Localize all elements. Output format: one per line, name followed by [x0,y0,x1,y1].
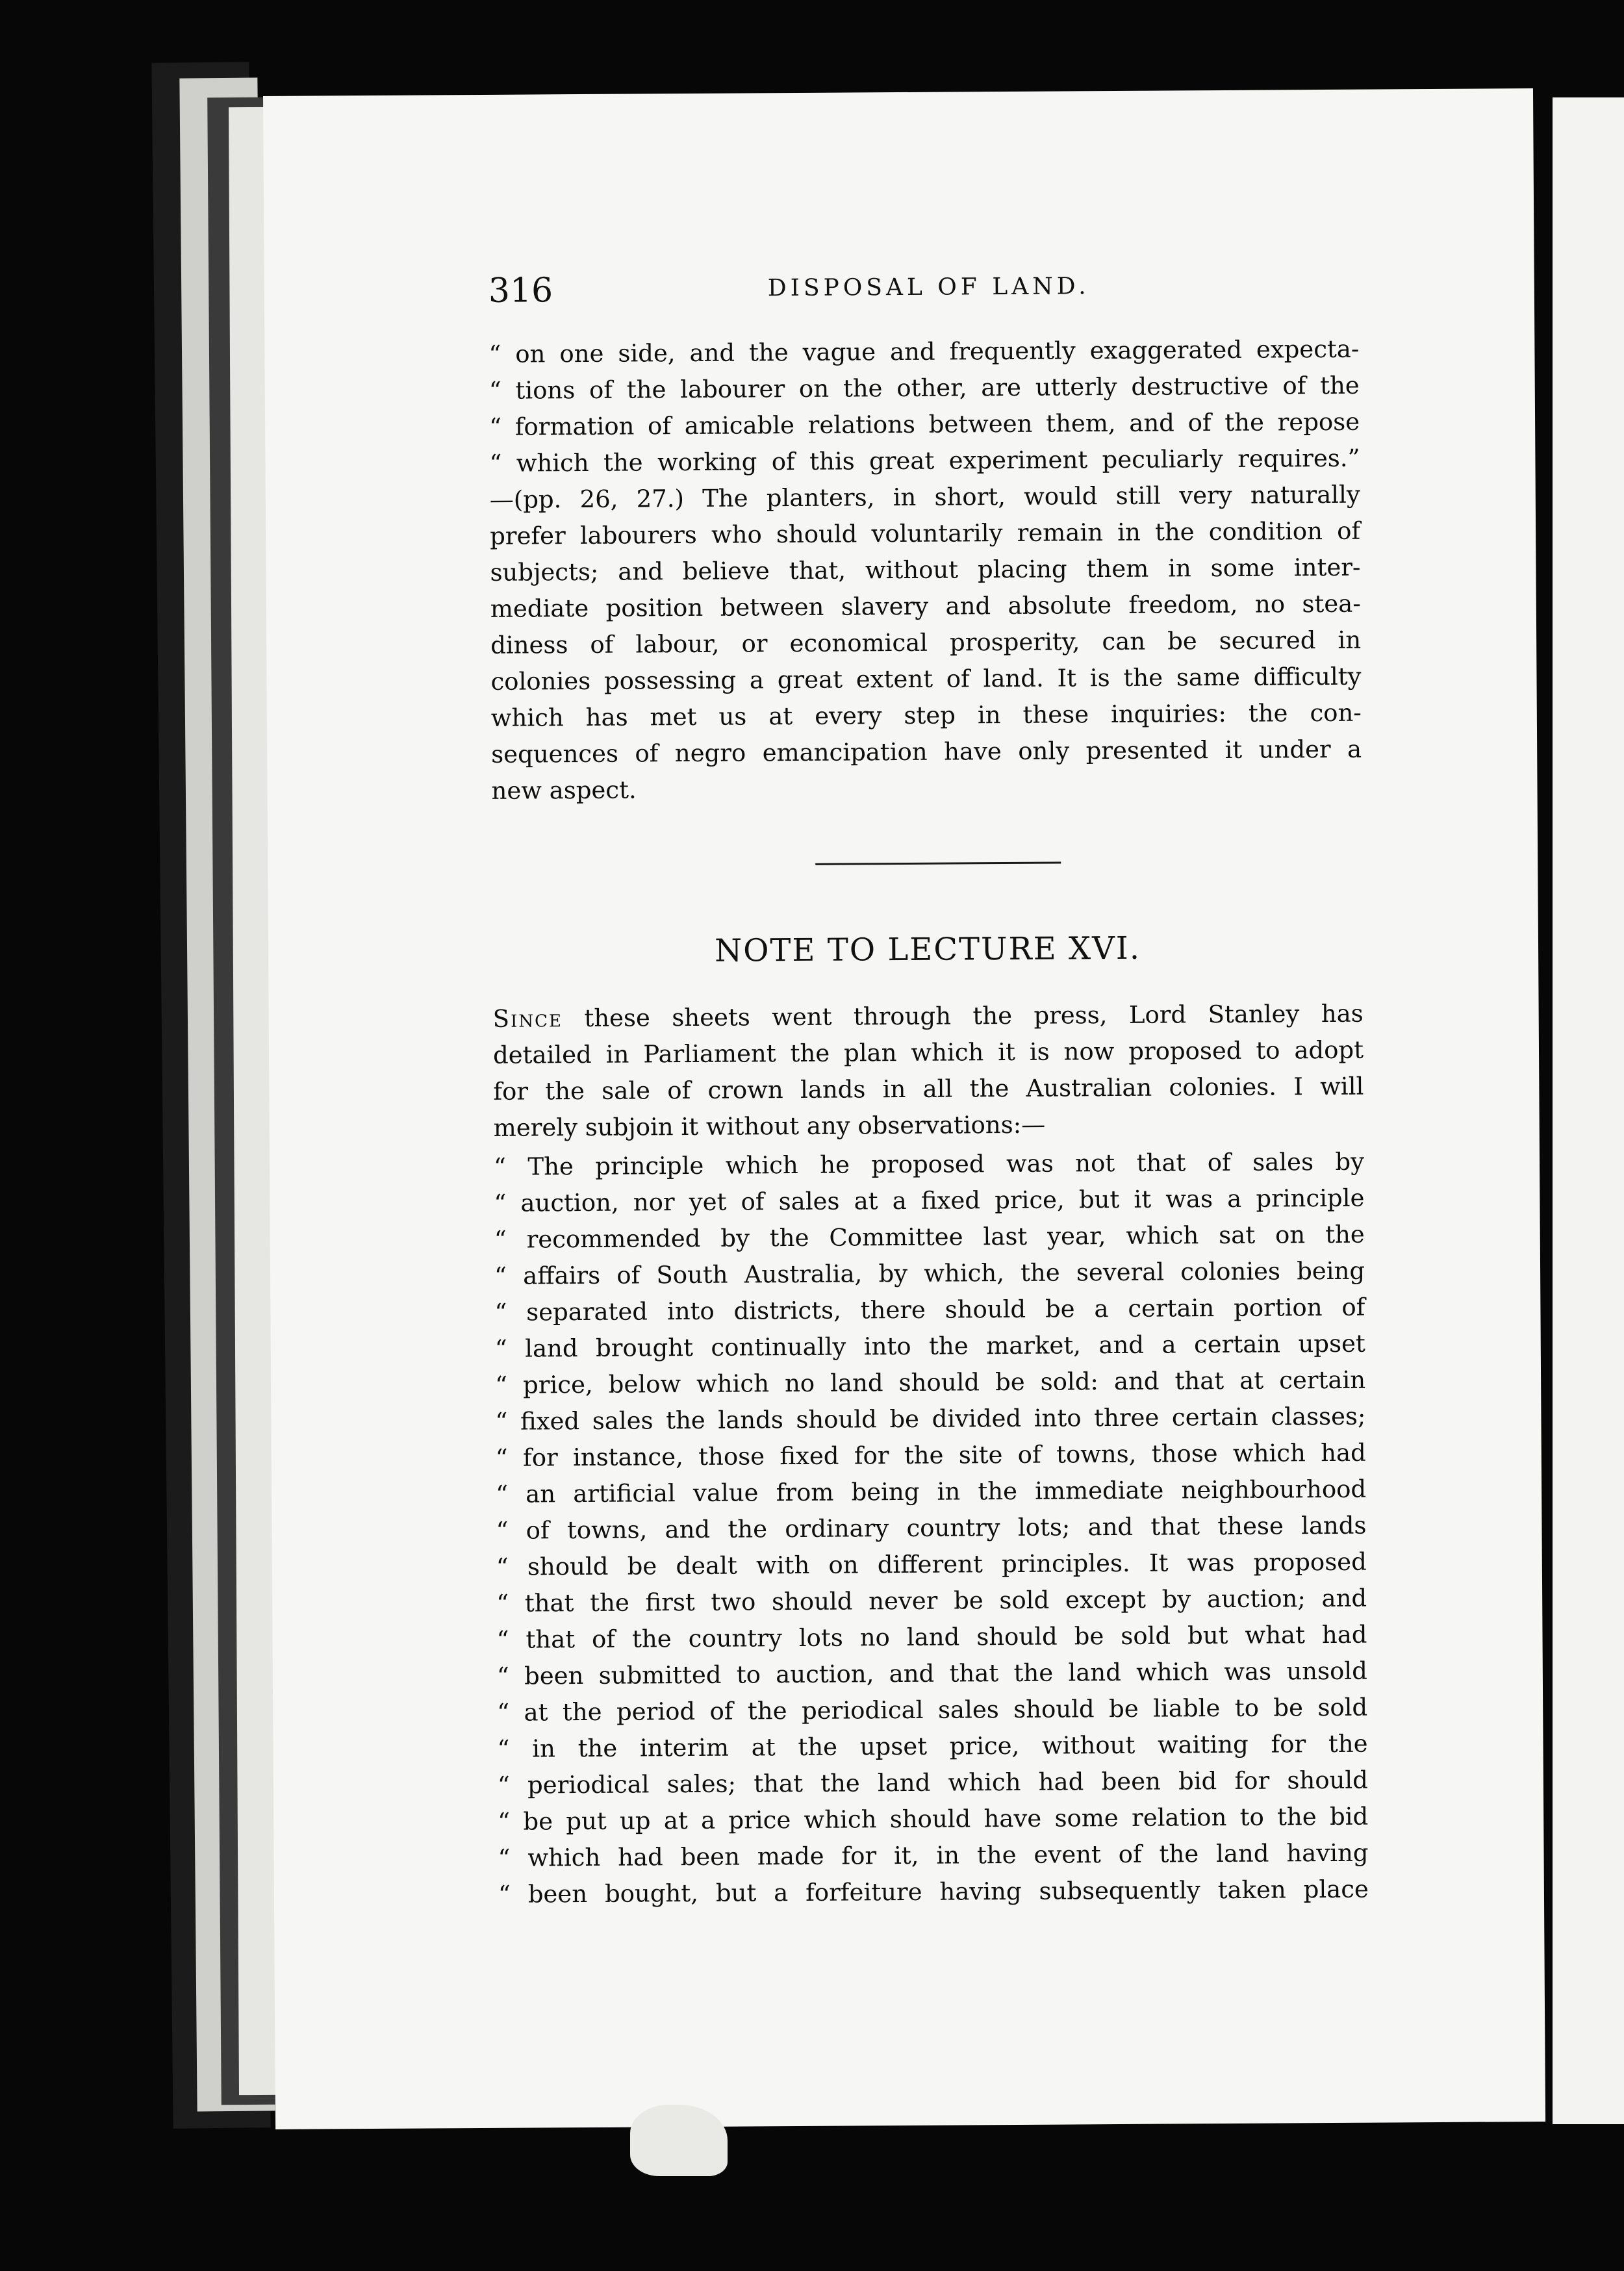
text-line: “ auction, nor yet of sales at a fixed price, but it was a principle [494,1184,1365,1217]
note-heading: NOTE TO LECTURE XVI. [714,930,1141,969]
text-line: mediate position between slavery and absolute freedom, no stea- [490,589,1361,623]
page-number: 316 [488,271,553,311]
text-line: “ that of the country lots no land should be sold but what had [496,1620,1367,1654]
text-line: “ should be dealt with on different principles. It was proposed [496,1547,1367,1581]
book-page [263,88,1545,2129]
text-line: “ tions of the labourer on the other, are utterly destructive of the [488,371,1360,405]
text-line [493,996,1364,1037]
text-line: “ formation of amicable relations between them, and of the repose [488,407,1360,441]
text-line: for the sale of crown lands in all the Australian colonies. I will [493,1072,1364,1106]
continued-quote [488,331,1362,809]
running-title: DISPOSAL OF LAND. [767,273,1090,302]
text-line: “ The principle which he proposed was not that of sales by [493,1147,1365,1181]
intro-line-rest: these sheets went through the press, Lord Stanley has [562,999,1364,1033]
text-line: “ separated into districts, there should be a certain portion of [494,1293,1365,1326]
note-quote [494,1144,1369,1913]
text-line: which has met us at every step in these inquiries: the con- [490,698,1362,732]
text-line: “ which the working of this great experiment peculiarly requires.” [489,444,1360,477]
text-line: “ land brought continually into the market, and a certain upset [494,1329,1365,1363]
text-line: “ fixed sales the lands should be divided into three certain classes; [495,1402,1366,1436]
text-line: “ for instance, those fixed for the site of towns, those which had [495,1438,1366,1472]
text-line: “ be put up at a price which should have some relation to the bid [498,1802,1369,1836]
text-line: sequences of negro emancipation have only presented it under a [491,735,1362,768]
text-line: “ on one side, and the vague and frequently exaggerated expecta- [488,335,1360,368]
text-line: “ price, below which no land should be sold: and that at certain [494,1365,1366,1399]
text-line: “ been bought, but a forfeiture having subsequently taken place [498,1875,1369,1909]
text-line: diness of labour, or economical prosperity, can be secured in [490,626,1362,659]
intro-first-word: Since [492,1004,563,1033]
text-line: prefer labourers who should voluntarily remain in the condition of [490,516,1361,550]
text-line: “ been submitted to auction, and that the land which was unsold [496,1656,1367,1690]
note-intro [493,996,1364,1147]
torn-paper-fragment [630,2105,728,2176]
text-line: subjects; and believe that, without placing them in some inter- [490,553,1361,587]
text-line: merely subjoin it without any observations:— [493,1110,1046,1142]
text-line: “ of towns, and the ordinary country lots; and that these lands [496,1511,1367,1545]
text-line: “ recommended by the Committee last year, which sat on the [494,1220,1365,1254]
section-divider [815,862,1061,865]
text-line: “ periodical sales; that the land which had been bid for should [497,1766,1368,1799]
text-line: —(pp. 26, 27.) The planters, in short, would still very naturally [489,480,1360,514]
text-line: “ in the interim at the upset price, without waiting for the [497,1729,1368,1763]
text-line: new aspect. [491,776,637,805]
page-header [488,266,1346,317]
text-line: detailed in Parliament the plan which it is now proposed to adopt [492,1035,1364,1069]
text-line: “ which had been made for it, in the event of the land having [498,1838,1369,1872]
text-line: colonies possessing a great extent of land. It is the same difficulty [490,662,1362,696]
text-line: “ an artificial value from being in the immediate neighbourhood [496,1475,1367,1508]
text-line: “ at the period of the periodical sales should be liable to be sold [497,1693,1368,1727]
facing-page-edge [1553,97,1624,2124]
text-line: “ that the first two should never be sold except by auction; and [496,1584,1367,1618]
text-line: “ affairs of South Australia, by which, the several colonies being [494,1256,1365,1290]
